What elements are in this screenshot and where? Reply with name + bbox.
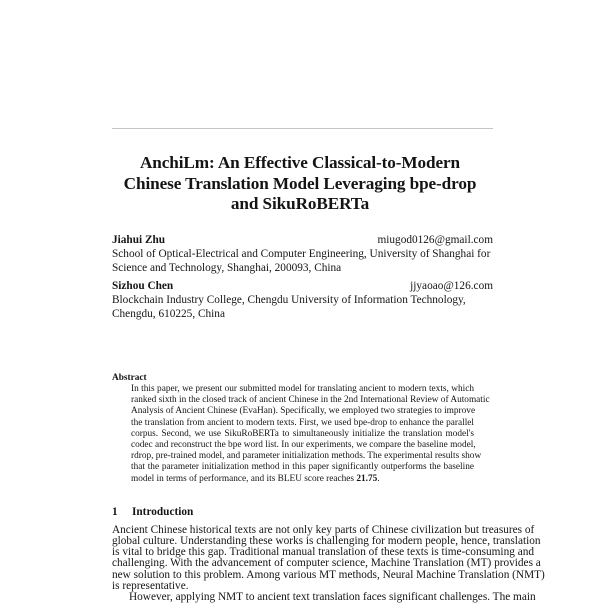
abstract-line-text: model in terms of performance, and its BLEU score reaches [131, 473, 357, 484]
header-rule [112, 128, 493, 129]
section-number: 1 [112, 506, 118, 518]
body-line: is representative. [112, 579, 189, 592]
author-name: Jiahui Zhu [112, 234, 166, 246]
title-line-3: and SikuRoBERTa [230, 194, 370, 214]
affiliation-line: Blockchain Industry College, Chengdu University of Information Technology, [112, 293, 466, 306]
author-2 [112, 279, 493, 321]
body-line: new solution to this problem. Among various MT methods, Neural Machine Translation (NMT) [112, 568, 545, 581]
abstract-heading: Abstract [112, 373, 147, 383]
body-line: is vital to bridge this gap. Traditional manual translation of these texts is time-consuming and [112, 546, 535, 559]
author-email[interactable]: jjyaoao@126.com [410, 279, 493, 292]
affiliation-line: Science and Technology, Shanghai, 200093, China [112, 262, 342, 274]
section-heading [112, 505, 493, 519]
affiliation-line: School of Optical-Electrical and Computer Engineering, University of Shanghai for [112, 248, 491, 260]
affiliation-line: Chengdu, 610225, China [112, 307, 225, 320]
paper-title [100, 153, 500, 215]
abstract-line: that the parameter initialization method in this paper significantly outperforms the baseline [131, 462, 474, 473]
section-body [112, 524, 545, 603]
section-introduction [112, 505, 545, 603]
abstract-line: Analysis of Ancient Chinese (EvaHan). Specifically, we employed two strategies to improve [131, 406, 476, 417]
body-line: However, applying NMT to ancient text translation faces significant challenges. The main [129, 590, 536, 603]
author-affiliation [112, 293, 493, 321]
abstract-line-end: . [377, 473, 380, 484]
bleu-score: 21.75 [356, 473, 378, 484]
abstract-line: ranked sixth in the closed track of ancient Chinese in the 2nd International Review of Automatic [131, 395, 490, 406]
body-line: global culture. Understanding these works is challenging for modern people, hence, translation [112, 535, 541, 548]
body-line: Ancient Chinese historical texts are not only key parts of Chinese civilization but treasures of [112, 524, 535, 536]
body-line: challenging. With the advancement of computer science, Machine Translation (MT) provides a [112, 557, 541, 570]
author-name: Sizhou Chen [112, 279, 174, 292]
author-email[interactable]: miugod0126@gmail.com [377, 234, 493, 246]
author-affiliation [112, 247, 493, 275]
abstract-line: rdrop, pre-trained model, and parameter initialization methods. The experimental results show [131, 451, 482, 462]
abstract-line: the translation from ancient to modern texts. First, we used bpe-drop to enhance the parallel [131, 417, 474, 428]
abstract [112, 372, 493, 485]
title-line-1: AnchiLm: An Effective Classical-to-Modern [139, 153, 461, 172]
section-title: Introduction [132, 506, 194, 518]
abstract-last-line [131, 474, 474, 485]
author-2-header [112, 279, 493, 293]
abstract-body [131, 384, 490, 485]
author-1 [112, 233, 493, 275]
abstract-line: codec and reconstruct the bpe word list. In our experiments, we compare the baseline model, [131, 439, 476, 450]
abstract-line: In this paper, we present our submitted model for translating ancient to modern texts, which [131, 384, 474, 394]
author-1-header [112, 233, 493, 247]
title-line-2: Chinese Translation Model Leveraging bpe-drop [123, 173, 477, 193]
abstract-line: corpus. Second, we use SikuRoBERTa to simultaneously initialize the translation model's [131, 428, 474, 439]
author-block [112, 233, 493, 324]
